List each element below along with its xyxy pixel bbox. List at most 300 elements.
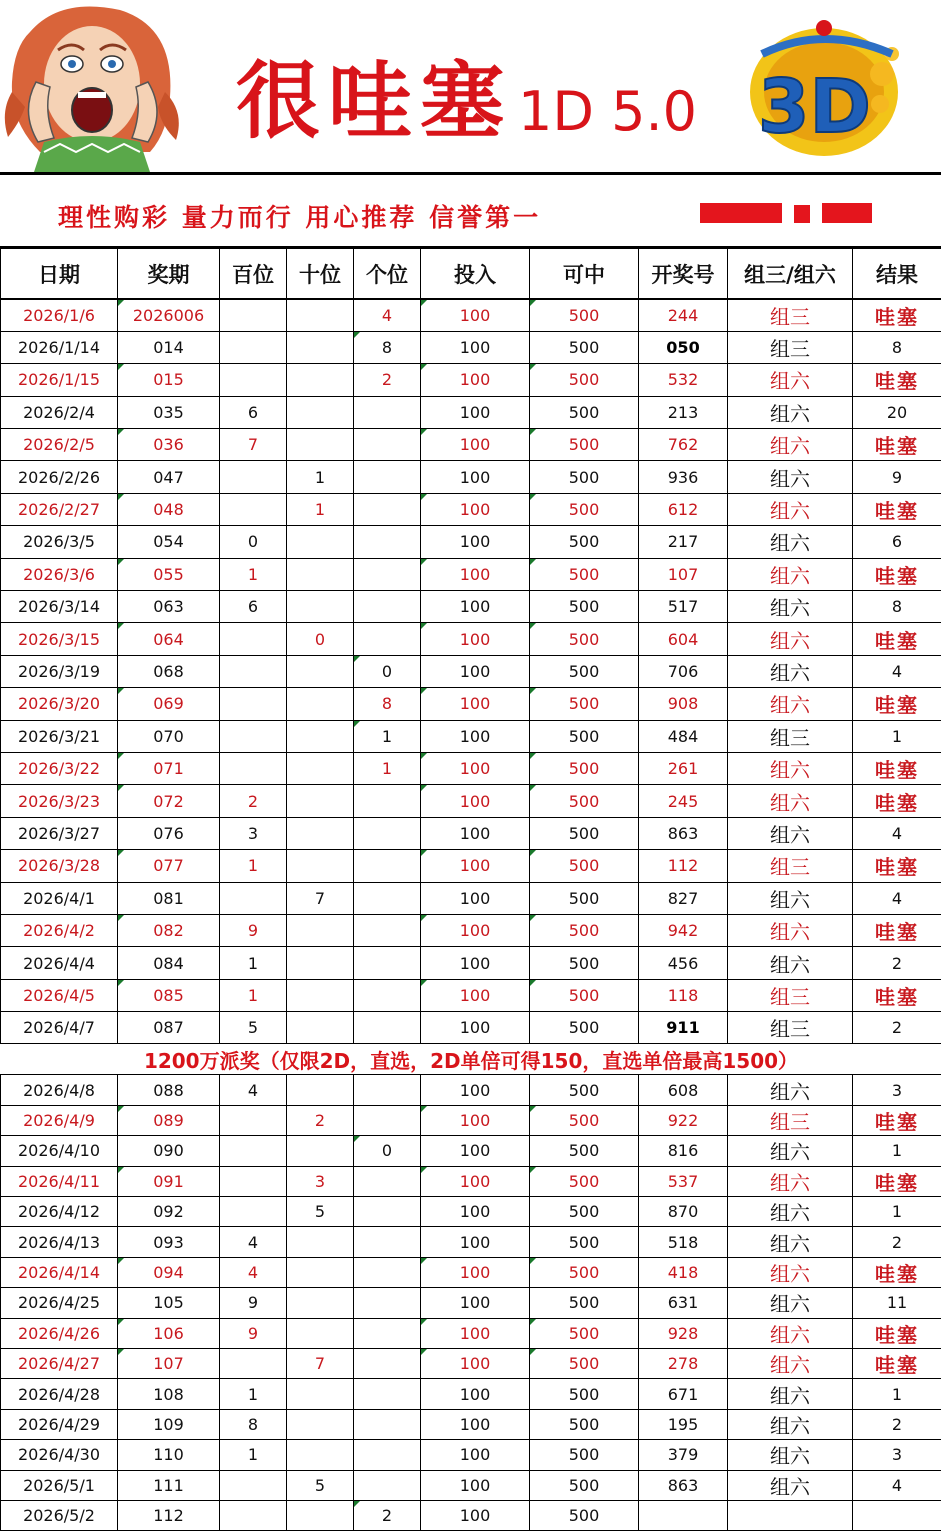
promo-notice: 1200万派奖（仅限2D，直选，2D单倍可得150，直选单倍最高1500） [1,1044,941,1075]
win-cell: 500 [530,850,639,882]
hundreds-cell: 8 [220,1409,287,1439]
units-cell [354,1379,421,1409]
win-cell: 500 [530,655,639,687]
issue-cell: 092 [118,1197,220,1227]
issue-cell: 036 [118,429,220,461]
draw-number-cell: 671 [639,1379,728,1409]
win-cell: 500 [530,752,639,784]
units-cell [354,526,421,558]
title-version: 1D 5.0 [518,80,697,143]
issue-cell: 109 [118,1409,220,1439]
table-row [1,1379,941,1409]
draw-number-cell: 050 [639,331,728,363]
header-units: 个位 [354,249,421,300]
result-cell: 11 [853,1288,941,1318]
result-cell: 1 [853,1136,941,1166]
hundreds-cell: 0 [220,526,287,558]
result-cell: 哇塞 [853,1257,941,1287]
header-win: 可中 [530,249,639,300]
table-header-row [1,249,941,300]
invest-cell: 100 [421,1470,530,1500]
win-cell: 500 [530,1227,639,1257]
result-cell: 哇塞 [853,558,941,590]
invest-cell: 100 [421,1440,530,1470]
date-cell: 2026/4/9 [1,1105,118,1135]
table-row [1,591,941,623]
date-cell: 2026/3/6 [1,558,118,590]
win-cell: 500 [530,1470,639,1500]
result-cell [853,1500,941,1530]
table-row [1,1257,941,1287]
draw-number-cell: 936 [639,461,728,493]
win-cell: 500 [530,1409,639,1439]
invest-cell: 100 [421,396,530,428]
win-cell: 500 [530,785,639,817]
invest-cell: 100 [421,752,530,784]
date-cell: 2026/5/2 [1,1500,118,1530]
table-row [1,299,941,331]
result-cell: 哇塞 [853,1166,941,1196]
table-row [1,979,941,1011]
units-cell [354,1318,421,1348]
header-date: 日期 [1,249,118,300]
win-cell: 500 [530,1349,639,1379]
page-title [236,34,697,144]
win-cell: 500 [530,1197,639,1227]
result-cell: 哇塞 [853,688,941,720]
table-row [1,1409,941,1439]
header-tens: 十位 [287,249,354,300]
header-result: 结果 [853,249,941,300]
units-cell: 0 [354,1136,421,1166]
draw-number-cell: 213 [639,396,728,428]
table-row [1,720,941,752]
table-row [1,655,941,687]
tens-cell [287,720,354,752]
issue-cell: 071 [118,752,220,784]
group-type-cell: 组六 [728,752,853,784]
issue-cell: 090 [118,1136,220,1166]
tens-cell [287,1288,354,1318]
tens-cell [287,1409,354,1439]
result-cell: 8 [853,331,941,363]
group-type-cell: 组六 [728,947,853,979]
draw-number-cell: 418 [639,1257,728,1287]
hundreds-cell: 5 [220,1012,287,1044]
issue-cell: 089 [118,1105,220,1135]
units-cell [354,1227,421,1257]
tens-cell [287,655,354,687]
issue-cell: 064 [118,623,220,655]
group-type-cell: 组六 [728,591,853,623]
group-type-cell: 组六 [728,429,853,461]
win-cell: 500 [530,1288,639,1318]
win-cell: 500 [530,299,639,331]
units-cell [354,461,421,493]
date-cell: 2026/4/30 [1,1440,118,1470]
units-cell [354,1470,421,1500]
issue-cell: 110 [118,1440,220,1470]
tens-cell [287,752,354,784]
table-row [1,396,941,428]
tens-cell [287,1379,354,1409]
tens-cell [287,817,354,849]
invest-cell: 100 [421,558,530,590]
group-type-cell: 组三 [728,720,853,752]
tens-cell: 7 [287,1349,354,1379]
win-cell: 500 [530,947,639,979]
draw-number-cell: 107 [639,558,728,590]
table-row [1,1197,941,1227]
issue-cell: 063 [118,591,220,623]
issue-cell: 082 [118,914,220,946]
date-cell: 2026/1/15 [1,364,118,396]
date-cell: 2026/4/14 [1,1257,118,1287]
invest-cell: 100 [421,1288,530,1318]
table-row [1,850,941,882]
invest-cell: 100 [421,850,530,882]
units-cell [354,882,421,914]
date-cell: 2026/4/10 [1,1136,118,1166]
date-cell: 2026/5/1 [1,1470,118,1500]
win-cell: 500 [530,493,639,525]
hundreds-cell [220,299,287,331]
tens-cell: 5 [287,1470,354,1500]
draw-number-cell: 942 [639,914,728,946]
header-draw: 开奖号 [639,249,728,300]
tens-cell: 1 [287,461,354,493]
group-type-cell: 组六 [728,1166,853,1196]
hundreds-cell [220,688,287,720]
draw-number-cell: 245 [639,785,728,817]
table-row [1,882,941,914]
invest-cell: 100 [421,1075,530,1105]
draw-number-cell: 112 [639,850,728,882]
group-type-cell: 组六 [728,364,853,396]
group-type-cell: 组六 [728,1349,853,1379]
promo-notice-row [1,1044,941,1075]
result-cell: 6 [853,526,941,558]
draw-number-cell: 537 [639,1166,728,1196]
issue-cell: 107 [118,1349,220,1379]
group-type-cell: 组六 [728,785,853,817]
date-cell: 2026/2/27 [1,493,118,525]
tens-cell [287,947,354,979]
tens-cell [287,429,354,461]
group-type-cell: 组六 [728,623,853,655]
date-cell: 2026/3/28 [1,850,118,882]
table-row [1,817,941,849]
units-cell [354,1440,421,1470]
group-type-cell [728,1500,853,1530]
group-type-cell: 组六 [728,526,853,558]
hundreds-cell [220,1500,287,1530]
tens-cell [287,1257,354,1287]
hundreds-cell: 7 [220,429,287,461]
date-cell: 2026/3/22 [1,752,118,784]
hundreds-cell: 1 [220,850,287,882]
header-hundreds: 百位 [220,249,287,300]
hundreds-cell [220,461,287,493]
title-chinese: 很哇塞 [236,34,512,155]
date-cell: 2026/1/6 [1,299,118,331]
issue-cell: 047 [118,461,220,493]
group-type-cell: 组六 [728,688,853,720]
draw-number-cell: 217 [639,526,728,558]
result-cell: 2 [853,947,941,979]
tens-cell [287,364,354,396]
date-cell: 2026/3/19 [1,655,118,687]
issue-cell: 069 [118,688,220,720]
issue-cell: 084 [118,947,220,979]
date-cell: 2026/4/26 [1,1318,118,1348]
hundreds-cell: 1 [220,558,287,590]
draw-number-cell: 863 [639,817,728,849]
table-row [1,947,941,979]
issue-cell: 054 [118,526,220,558]
group-type-cell: 组六 [728,1257,853,1287]
units-cell [354,623,421,655]
hundreds-cell [220,1349,287,1379]
date-cell: 2026/3/20 [1,688,118,720]
invest-cell: 100 [421,1012,530,1044]
tens-cell [287,1227,354,1257]
invest-cell: 100 [421,979,530,1011]
win-cell: 500 [530,461,639,493]
group-type-cell: 组六 [728,1227,853,1257]
result-cell: 哇塞 [853,364,941,396]
units-cell: 4 [354,299,421,331]
units-cell [354,785,421,817]
hundreds-cell [220,1136,287,1166]
hundreds-cell: 2 [220,785,287,817]
draw-number-cell: 195 [639,1409,728,1439]
result-cell: 哇塞 [853,493,941,525]
units-cell [354,817,421,849]
result-cell: 1 [853,1197,941,1227]
results-table-wrapper [0,248,941,1518]
draw-number-cell: 922 [639,1105,728,1135]
date-cell: 2026/4/7 [1,1012,118,1044]
draw-number-cell: 870 [639,1197,728,1227]
tens-cell [287,558,354,590]
table-row [1,623,941,655]
header-issue: 奖期 [118,249,220,300]
invest-cell: 100 [421,1136,530,1166]
hundreds-cell [220,1470,287,1500]
invest-cell: 100 [421,785,530,817]
result-cell: 4 [853,1470,941,1500]
table-row [1,688,941,720]
hundreds-cell: 1 [220,979,287,1011]
date-cell: 2026/3/14 [1,591,118,623]
draw-number-cell: 379 [639,1440,728,1470]
tens-cell [287,1075,354,1105]
hundreds-cell [220,331,287,363]
table-row [1,493,941,525]
result-cell: 哇塞 [853,979,941,1011]
hundreds-cell [220,623,287,655]
win-cell: 500 [530,396,639,428]
date-cell: 2026/3/23 [1,785,118,817]
units-cell: 1 [354,720,421,752]
tens-cell [287,299,354,331]
invest-cell: 100 [421,1379,530,1409]
win-cell: 500 [530,331,639,363]
date-cell: 2026/3/27 [1,817,118,849]
invest-cell: 100 [421,331,530,363]
hundreds-cell: 4 [220,1075,287,1105]
invest-cell: 100 [421,688,530,720]
group-type-cell: 组六 [728,1075,853,1105]
group-type-cell: 组三 [728,331,853,363]
date-cell: 2026/2/5 [1,429,118,461]
invest-cell: 100 [421,817,530,849]
table-row [1,461,941,493]
invest-cell: 100 [421,526,530,558]
date-cell: 2026/4/5 [1,979,118,1011]
draw-number-cell: 928 [639,1318,728,1348]
draw-number-cell: 706 [639,655,728,687]
hundreds-cell [220,1166,287,1196]
tens-cell [287,331,354,363]
tens-cell [287,1136,354,1166]
result-cell: 4 [853,817,941,849]
win-cell: 500 [530,1500,639,1530]
group-type-cell: 组六 [728,914,853,946]
date-cell: 2026/3/5 [1,526,118,558]
result-cell: 哇塞 [853,1318,941,1348]
result-cell: 哇塞 [853,914,941,946]
invest-cell: 100 [421,1227,530,1257]
table-row [1,331,941,363]
units-cell: 2 [354,1500,421,1530]
hundreds-cell: 1 [220,1440,287,1470]
group-type-cell: 组六 [728,1379,853,1409]
hundreds-cell: 1 [220,947,287,979]
issue-cell: 014 [118,331,220,363]
issue-cell: 091 [118,1166,220,1196]
result-cell: 哇塞 [853,299,941,331]
date-cell: 2026/3/15 [1,623,118,655]
win-cell: 500 [530,1379,639,1409]
invest-cell: 100 [421,655,530,687]
group-type-cell: 组三 [728,299,853,331]
group-type-cell: 组六 [728,1197,853,1227]
invest-cell: 100 [421,1105,530,1135]
invest-cell: 100 [421,364,530,396]
hundreds-cell: 9 [220,1288,287,1318]
date-cell: 2026/4/8 [1,1075,118,1105]
group-type-cell: 组三 [728,1105,853,1135]
tens-cell [287,1440,354,1470]
units-cell: 8 [354,688,421,720]
header-invest: 投入 [421,249,530,300]
tens-cell: 0 [287,623,354,655]
table-row [1,1227,941,1257]
tens-cell [287,1318,354,1348]
win-cell: 500 [530,914,639,946]
result-cell: 1 [853,720,941,752]
issue-cell: 015 [118,364,220,396]
units-cell [354,591,421,623]
group-type-cell: 组六 [728,882,853,914]
units-cell [354,914,421,946]
table-row [1,1166,941,1196]
hundreds-cell [220,1105,287,1135]
table-row [1,752,941,784]
group-type-cell: 组三 [728,1012,853,1044]
hundreds-cell [220,1197,287,1227]
invest-cell: 100 [421,493,530,525]
invest-cell: 100 [421,882,530,914]
group-type-cell: 组六 [728,558,853,590]
group-type-cell: 组六 [728,493,853,525]
units-cell [354,1105,421,1135]
3d-lottery-logo-icon [742,14,902,164]
header [0,0,941,172]
win-cell: 500 [530,1136,639,1166]
redacted-contact-block-2 [794,205,810,223]
result-cell: 哇塞 [853,1349,941,1379]
issue-cell: 112 [118,1500,220,1530]
draw-number-cell: 484 [639,720,728,752]
hundreds-cell: 9 [220,1318,287,1348]
units-cell [354,979,421,1011]
date-cell: 2026/4/13 [1,1227,118,1257]
tens-cell [287,1500,354,1530]
win-cell: 500 [530,1318,639,1348]
issue-cell: 087 [118,1012,220,1044]
issue-cell: 048 [118,493,220,525]
date-cell: 2026/4/25 [1,1288,118,1318]
draw-number-cell: 631 [639,1288,728,1318]
win-cell: 500 [530,429,639,461]
win-cell: 500 [530,688,639,720]
issue-cell: 085 [118,979,220,1011]
table-row [1,914,941,946]
group-type-cell: 组六 [728,1440,853,1470]
invest-cell: 100 [421,623,530,655]
issue-cell: 108 [118,1379,220,1409]
invest-cell: 100 [421,1197,530,1227]
units-cell [354,947,421,979]
units-cell [354,850,421,882]
draw-number-cell: 612 [639,493,728,525]
issue-cell: 111 [118,1470,220,1500]
group-type-cell: 组六 [728,396,853,428]
result-cell: 3 [853,1440,941,1470]
issue-cell: 088 [118,1075,220,1105]
invest-cell: 100 [421,1257,530,1287]
tens-cell: 1 [287,493,354,525]
date-cell: 2026/4/11 [1,1166,118,1196]
result-cell: 哇塞 [853,752,941,784]
draw-number-cell: 604 [639,623,728,655]
win-cell: 500 [530,1105,639,1135]
invest-cell: 100 [421,720,530,752]
group-type-cell: 组六 [728,1409,853,1439]
invest-cell: 100 [421,1349,530,1379]
table-row [1,526,941,558]
group-type-cell: 组六 [728,817,853,849]
result-cell: 哇塞 [853,850,941,882]
draw-number-cell: 762 [639,429,728,461]
invest-cell: 100 [421,1500,530,1530]
result-cell: 哇塞 [853,429,941,461]
draw-number-cell: 863 [639,1470,728,1500]
hundreds-cell [220,720,287,752]
